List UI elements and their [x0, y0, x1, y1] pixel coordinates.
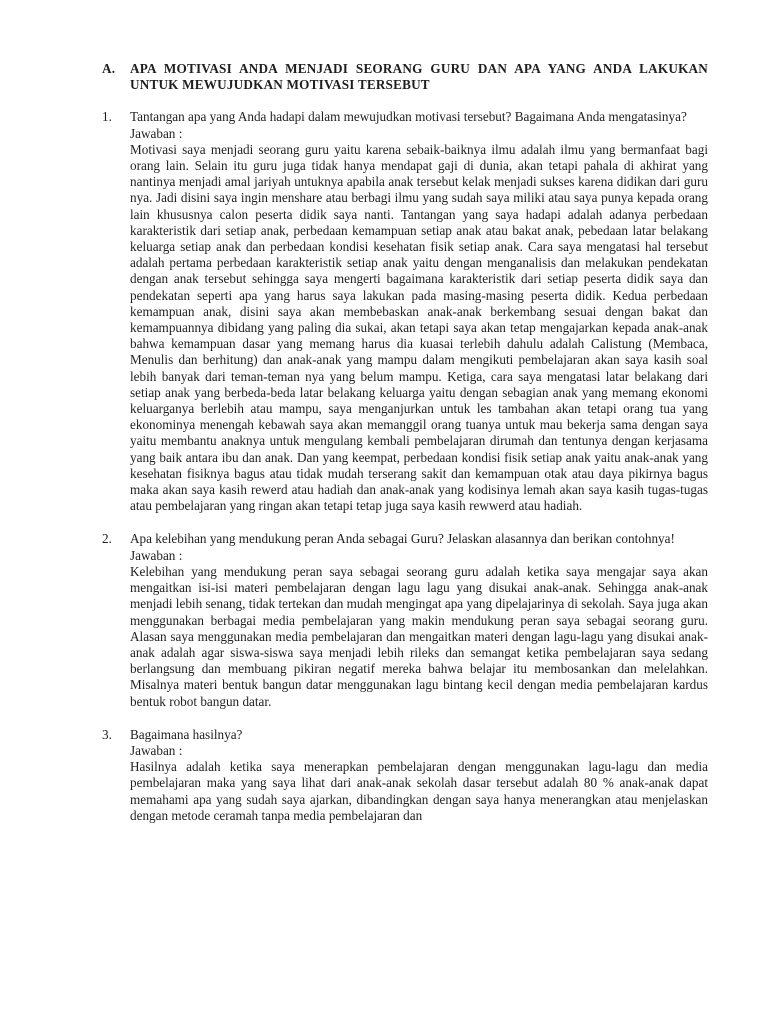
question-body: [130, 109, 708, 514]
question-item: [102, 109, 708, 514]
answer-text: Hasilnya adalah ketika saya menerapkan pembelajaran dengan menggunakan lagu-lagu dan media pembelajaran maka yang saya lihat dari anak-anak sekolah dasar tersebut adalah 80 % anak-anak dapat memahami apa yang sudah saya ajarkan, dibandingkan dengan saya hanya menerangkan atau menjelaskan dengan metode ceramah tanpa media pembelajaran dan: [130, 759, 708, 823]
question-number: 2.: [102, 531, 112, 547]
question-body: [130, 531, 708, 709]
question-title: Bagaimana hasilnya?: [130, 726, 243, 742]
answer-label: Jawaban :: [130, 742, 183, 758]
answer-text: Kelebihan yang mendukung peran saya sebagai seorang guru adalah ketika saya mengajar saya akan mengaitkan isi-isi materi pembelajaran dengan lagu lagu yang disukai anak-anak. Sehingga anak-anak menjadi lebih senang, tidak tertekan dan mudah mengingat apa yang dipelajarinya di sekolah. Saya juga akan menggunakan berbagai media pembelajaran yang makin mendukung peran saya sebagai seorang guru. Alasan saya menggunakan media pembelajaran dan mengaitkan materi dengan lagu-lagu yang disukai anak-anak adalah agar siswa-siswa saya menjadi lebih rileks dan semangat ketika pembelajaran saya sedang berlangsung dan membuang pikiran negatif mereka bahwa belajar itu membosankan dan melelahkan. Misalnya materi bentuk bangun datar menggunakan lagu bintang kecil dengan media pembelajaran kardus bentuk robot bangun datar.: [130, 563, 708, 709]
question-item: [102, 727, 708, 824]
answer-label: Jawaban :: [130, 125, 183, 141]
question-number: 1.: [102, 109, 112, 125]
question-title: Apa kelebihan yang mendukung peran Anda sebagai Guru? Jelaskan alasannya dan berikan contohnya!: [130, 531, 675, 547]
section-heading: [102, 61, 708, 93]
section-title: APA MOTIVASI ANDA MENJADI SEORANG GURU DAN APA YANG ANDA LAKUKAN UNTUK MEWUJUDKAN MOTIVASI TERSEBUT: [130, 61, 708, 93]
answer-text: Motivasi saya menjadi seorang guru yaitu karena sebaik-baiknya ilmu adalah ilmu yang bermanfaat bagi orang lain. Selain itu guru juga tidak hanya mendapat gaji di dunia, akan tetapi pahala di akhirat yang nantinya menjadi amal jariyah untuknya apabila anak tersebut kelak menjadi sukses karena didikan dari guru nya. Jadi disini saya ingin menshare atau berbagi ilmu yang sudah saya miliki atau saya punya kepada orang lain khususnya calon peserta didik saya nanti. Tantangan yang saya hadapi adalah adanya perbedaan karakteristik dari setiap anak, perbedaan kemampuan setiap anak atau bakat anak, pebedaan latar belakang keluarga setiap anak dan perbedaan kondisi kesehatan fisik setiap anak. Cara saya mengatasi hal tersebut adalah pertama perbedaan karakteristik setiap anak yaitu dengan menganalisis dan melakukan pendekatan dengan anak tersebut sehingga saya mengerti bagaimana karakteristik dari setiap peserta didik saya dan pendekatan seperti apa yang harus saya lakukan pada masing-masing peserta didik. Kedua perbedaan kemampuan anak, disini saya akan membebaskan anak-anak berkembang sesuai dengan bakat dan kemampuannya dibidang yang paling dia sukai, akan tetapi saya akan tetap mengajarkan kepada anak-anak bahwa kemampuan dasar yang memang harus dia kuasai terlebih dahulu adalah Calistung (Membaca, Menulis dan berhitung) dan anak-anak yang mampu dalam mengikuti pembelajaran akan saya kasih soal lebih banyak dari teman-teman nya yang belum mampu. Ketiga, cara saya mengatasi latar belakang dari setiap anak yang berbeda-beda latar belakang keluarga yaitu dengan sebagian anak yang memang ekonomi keluarganya berlebih atau mampu, saya menganjurkan untuk les tambahan akan tetapi orang tua yang ekonominya menengah kebawah saya akan memanggil orang tuanya untuk mau bekerja sama dengan saya yaitu membantu anaknya untuk mengulang kembali pembelajaran dirumah dan tentunya dengan kerjasama yang baik antara ibu dan anak. Dan yang keempat, perbedaan kondisi fisik setiap anak yaitu anak-anak yang kesehatan fisiknya bagus atau tidak mudah terserang sakit dan kemampuan otak atau daya pikirnya bagus maka akan saya kasih rewerd atau hadiah dan anak-anak yang kodisinya lemah akan saya kasih tugas-tugas atau pembelajaran yang ringan akan tetapi tetap juga saya kasih rewwerd atau hadiah.: [130, 141, 708, 514]
answer-label: Jawaban :: [130, 547, 183, 563]
question-title: Tantangan apa yang Anda hadapi dalam mewujudkan motivasi tersebut? Bagaimana Anda mengatasinya?: [130, 109, 687, 125]
section-marker: A.: [102, 61, 116, 76]
question-number: 3.: [102, 726, 112, 742]
question-body: [130, 727, 708, 824]
question-item: [102, 531, 708, 709]
